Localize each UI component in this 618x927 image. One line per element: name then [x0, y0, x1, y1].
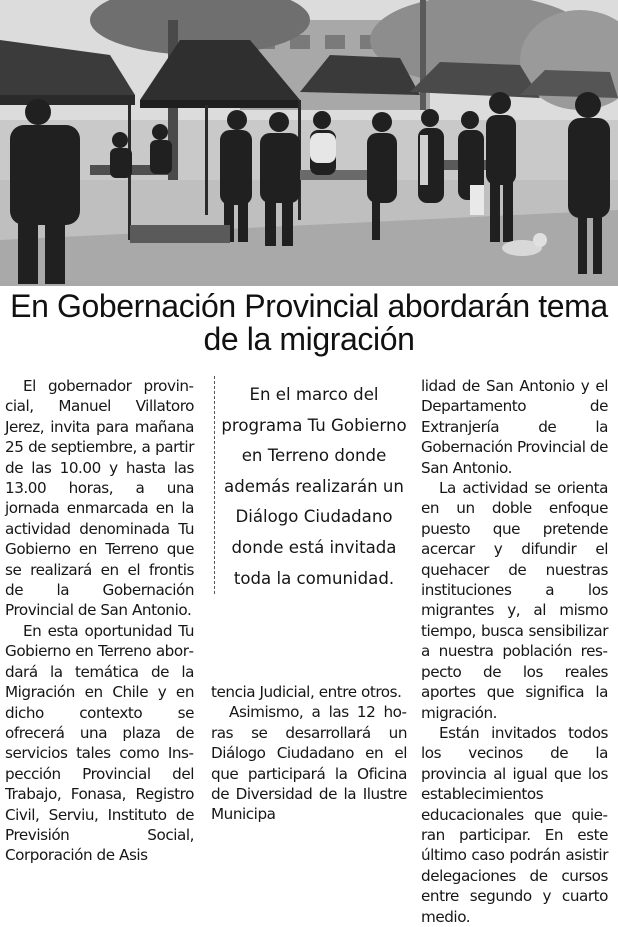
article-paragraph: En esta oportunidad Tu Gobierno en Terreno abordará la temática de la Migración en Chile y en dicho contexto se ofrecerá una plaza de servicios tales como Inspección Provincial del Trabajo, Fonasa, Registro Civil, Serviu, Instituto de Previsión Social, Corporación de Asis	[5, 621, 194, 865]
article-paragraph: El gobernador provincial, Manuel Villatoro Jerez, invita para mañana 25 de septiembre, a partir de las 10.00 y hasta las 13.00 horas, a una jornada enmarcada en la actividad denominada Tu Gobierno en Terreno que se realizará en el frontis de la Gobernación Provincial de San Antonio.	[5, 377, 194, 620]
article-column-2	[211, 682, 407, 825]
article-column-1	[5, 376, 194, 866]
article-paragraph: Asimismo, a las 12 horas se desarrollará un Diálogo Ciudadano en el que participará la Oficina de Diversidad de la Ilustre Municipa	[211, 703, 407, 824]
pull-quote-text: En el marco del programa Tu Gobierno en Terreno donde además realizarán un Diálogo Ciudadano donde está invitada toda la comunidad.	[221, 385, 407, 588]
article-photo	[0, 0, 618, 286]
article-paragraph: La actividad se orienta en un doble enfoque puesto que pretende acercar y difundir el quehacer de nuestras instituciones a los migrantes y, al mismo tiempo, busca sensibilizar a nuestra población respecto de los reales aportes que significa la migración.	[421, 479, 608, 722]
article-paragraph: lidad de San Antonio y el Departamento de Extranjería de la Gobernación Provincial de San Antonio.	[421, 377, 608, 477]
pull-quote	[214, 376, 413, 594]
headline: En Gobernación Provincial abordarán tema de la migración	[10, 288, 608, 357]
article-paragraph: Están invitados todos los vecinos de la provincia al igual que los establecimientos educacionales que quieran participar. En este último caso podrán asistir delegaciones de cursos entre segundo y cuarto medio.	[421, 723, 608, 926]
article-paragraph: tencia Judicial, entre otros.	[211, 683, 402, 701]
article-column-3	[421, 376, 608, 927]
